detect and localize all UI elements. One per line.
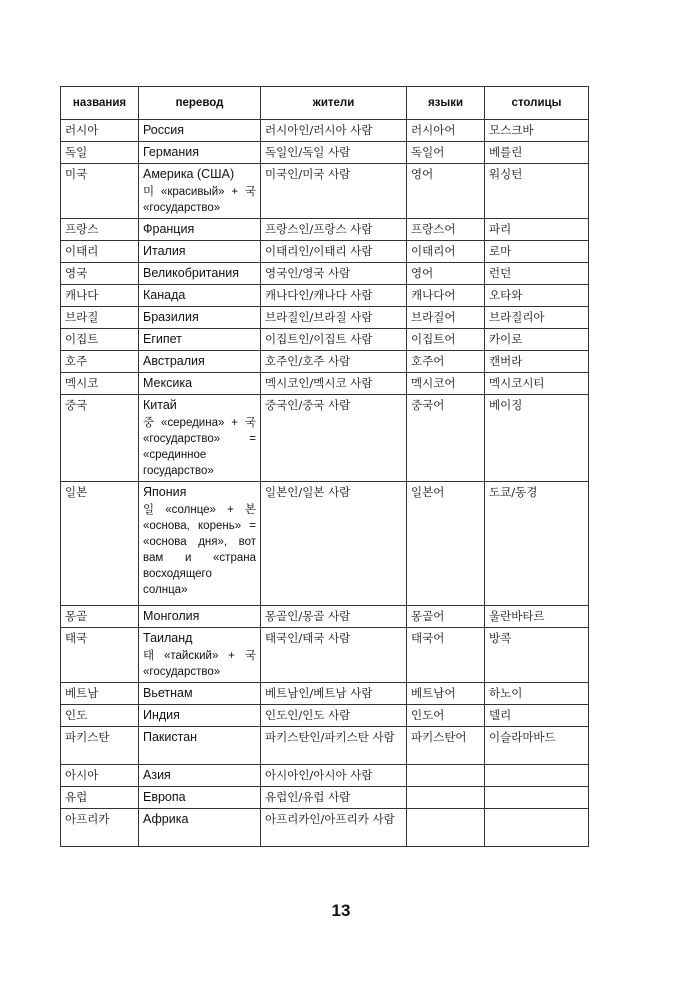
translation-text: Китай [143, 398, 177, 412]
country-korean-cell: 브라질 [61, 307, 139, 329]
translation-cell [139, 241, 261, 263]
language-cell: 이집트어 [407, 329, 485, 351]
country-korean-cell: 프랑스 [61, 219, 139, 241]
capital-cell: 울란바타르 [485, 606, 589, 628]
capital-cell: 베를린 [485, 142, 589, 164]
residents-cell: 독일인/독일 사람 [261, 142, 407, 164]
capital-cell: 카이로 [485, 329, 589, 351]
table-row [61, 606, 589, 628]
table-row [61, 142, 589, 164]
capital-cell: 오타와 [485, 285, 589, 307]
translation-cell [139, 809, 261, 847]
residents-cell: 아시아인/아시아 사람 [261, 765, 407, 787]
table-row [61, 683, 589, 705]
translation-cell [139, 219, 261, 241]
translation-text: Европа [143, 790, 186, 804]
residents-cell: 유럽인/유럽 사람 [261, 787, 407, 809]
language-cell: 러시아어 [407, 120, 485, 142]
table-row [61, 373, 589, 395]
residents-cell: 몽골인/몽골 사람 [261, 606, 407, 628]
country-korean-cell: 캐나다 [61, 285, 139, 307]
capital-cell: 방콕 [485, 628, 589, 683]
table-row [61, 765, 589, 787]
language-cell: 영어 [407, 263, 485, 285]
country-korean-cell: 파키스탄 [61, 727, 139, 765]
capital-cell: 베이징 [485, 395, 589, 482]
table-row [61, 727, 589, 765]
residents-cell: 호주인/호주 사람 [261, 351, 407, 373]
translation-text: Америка (США) [143, 167, 235, 181]
language-cell: 일본어 [407, 482, 485, 606]
residents-cell: 일본인/일본 사람 [261, 482, 407, 606]
country-korean-cell: 몽골 [61, 606, 139, 628]
residents-cell: 멕시코인/멕시코 사람 [261, 373, 407, 395]
residents-cell: 베트남인/베트남 사람 [261, 683, 407, 705]
table-row [61, 482, 589, 606]
capital-cell: 도쿄/동경 [485, 482, 589, 606]
header-residents: жители [261, 87, 407, 120]
table-row [61, 263, 589, 285]
table-row [61, 164, 589, 219]
country-korean-cell: 이태리 [61, 241, 139, 263]
residents-cell: 미국인/미국 사람 [261, 164, 407, 219]
country-korean-cell: 인도 [61, 705, 139, 727]
language-cell: 이태리어 [407, 241, 485, 263]
language-cell: 캐나다어 [407, 285, 485, 307]
header-name: названия [61, 87, 139, 120]
table-row [61, 307, 589, 329]
country-korean-cell: 베트남 [61, 683, 139, 705]
translation-cell [139, 628, 261, 683]
table-row [61, 241, 589, 263]
capital-cell [485, 809, 589, 847]
capital-cell [485, 765, 589, 787]
translation-text: Индия [143, 708, 180, 722]
country-korean-cell: 영국 [61, 263, 139, 285]
country-korean-cell: 미국 [61, 164, 139, 219]
capital-cell: 캔버라 [485, 351, 589, 373]
translation-cell [139, 395, 261, 482]
table-row [61, 219, 589, 241]
language-cell [407, 765, 485, 787]
header-translation: перевод [139, 87, 261, 120]
translation-cell [139, 765, 261, 787]
translation-cell [139, 683, 261, 705]
translation-text: Германия [143, 145, 200, 159]
translation-text: Великобритания [143, 266, 239, 280]
translation-text: Япония [143, 485, 187, 499]
capital-cell: 델리 [485, 705, 589, 727]
residents-cell: 인도인/인도 사람 [261, 705, 407, 727]
table-row [61, 329, 589, 351]
translation-cell [139, 263, 261, 285]
residents-cell: 러시아인/러시아 사람 [261, 120, 407, 142]
translation-text: Вьетнам [143, 686, 193, 700]
language-cell [407, 787, 485, 809]
residents-cell: 영국인/영국 사람 [261, 263, 407, 285]
residents-cell: 중국인/중국 사람 [261, 395, 407, 482]
country-korean-cell: 아시아 [61, 765, 139, 787]
language-cell: 몽골어 [407, 606, 485, 628]
language-cell: 브라질어 [407, 307, 485, 329]
translation-text: Бразилия [143, 310, 199, 324]
residents-cell: 브라질인/브라질 사람 [261, 307, 407, 329]
translation-text: Франция [143, 222, 195, 236]
table-row [61, 351, 589, 373]
page-number: 13 [331, 901, 351, 920]
residents-cell: 이집트인/이집트 사람 [261, 329, 407, 351]
countries-table [60, 86, 589, 847]
residents-cell: 태국인/태국 사람 [261, 628, 407, 683]
table-row [61, 120, 589, 142]
translation-text: Италия [143, 244, 186, 258]
translation-cell [139, 285, 261, 307]
table-row [61, 628, 589, 683]
table-row [61, 285, 589, 307]
capital-cell: 이슬라마바드 [485, 727, 589, 765]
translation-cell [139, 120, 261, 142]
residents-cell: 캐나다인/캐나다 사람 [261, 285, 407, 307]
translation-text: Австралия [143, 354, 205, 368]
country-korean-cell: 이집트 [61, 329, 139, 351]
country-korean-cell: 멕시코 [61, 373, 139, 395]
translation-cell [139, 705, 261, 727]
translation-text: Мексика [143, 376, 193, 390]
capital-cell: 로마 [485, 241, 589, 263]
etymology-note: 미 «красивый» + 국 «государство» [143, 186, 256, 214]
table-row [61, 705, 589, 727]
header-capitals: столицы [485, 87, 589, 120]
capital-cell: 멕시코시티 [485, 373, 589, 395]
table-row [61, 787, 589, 809]
capital-cell [485, 787, 589, 809]
etymology-note: 일 «солнце» + 본 «основа, корень» = «основа дня», вот вам и «страна восходящего солнца» [143, 504, 256, 596]
translation-cell [139, 482, 261, 606]
language-cell [407, 809, 485, 847]
translation-text: Азия [143, 768, 171, 782]
residents-cell: 파키스탄인/파키스탄 사람 [261, 727, 407, 765]
translation-text: Таиланд [143, 631, 193, 645]
country-korean-cell: 러시아 [61, 120, 139, 142]
etymology-note: 태 «тайский» + 국 «государство» [143, 650, 256, 678]
translation-text: Канада [143, 288, 186, 302]
country-korean-cell: 일본 [61, 482, 139, 606]
language-cell: 영어 [407, 164, 485, 219]
translation-cell [139, 787, 261, 809]
language-cell: 중국어 [407, 395, 485, 482]
language-cell: 태국어 [407, 628, 485, 683]
translation-text: Пакистан [143, 730, 198, 744]
translation-cell [139, 329, 261, 351]
capital-cell: 파리 [485, 219, 589, 241]
table-header-row [61, 87, 589, 120]
translation-cell [139, 727, 261, 765]
country-korean-cell: 독일 [61, 142, 139, 164]
translation-cell [139, 164, 261, 219]
table-row [61, 395, 589, 482]
country-korean-cell: 호주 [61, 351, 139, 373]
country-korean-cell: 중국 [61, 395, 139, 482]
translation-cell [139, 307, 261, 329]
etymology-note: 중 «середина» + 국 «государство» = «срединное государство» [143, 417, 256, 477]
country-korean-cell: 태국 [61, 628, 139, 683]
capital-cell: 브라질리아 [485, 307, 589, 329]
translation-cell [139, 351, 261, 373]
translation-text: Монголия [143, 609, 200, 623]
language-cell: 프랑스어 [407, 219, 485, 241]
capital-cell: 모스크바 [485, 120, 589, 142]
translation-text: Россия [143, 123, 184, 137]
country-korean-cell: 아프리카 [61, 809, 139, 847]
translation-cell [139, 142, 261, 164]
capital-cell: 런던 [485, 263, 589, 285]
residents-cell: 프랑스인/프랑스 사람 [261, 219, 407, 241]
residents-cell: 이태리인/이태리 사람 [261, 241, 407, 263]
header-languages: языки [407, 87, 485, 120]
language-cell: 인도어 [407, 705, 485, 727]
language-cell: 호주어 [407, 351, 485, 373]
translation-text: Египет [143, 332, 182, 346]
country-korean-cell: 유럽 [61, 787, 139, 809]
capital-cell: 하노이 [485, 683, 589, 705]
language-cell: 독일어 [407, 142, 485, 164]
language-cell: 베트남어 [407, 683, 485, 705]
translation-text: Африка [143, 812, 189, 826]
language-cell: 파키스탄어 [407, 727, 485, 765]
translation-cell [139, 373, 261, 395]
capital-cell: 워싱턴 [485, 164, 589, 219]
translation-cell [139, 606, 261, 628]
residents-cell: 아프리카인/아프리카 사람 [261, 809, 407, 847]
table-row [61, 809, 589, 847]
language-cell: 멕시코어 [407, 373, 485, 395]
